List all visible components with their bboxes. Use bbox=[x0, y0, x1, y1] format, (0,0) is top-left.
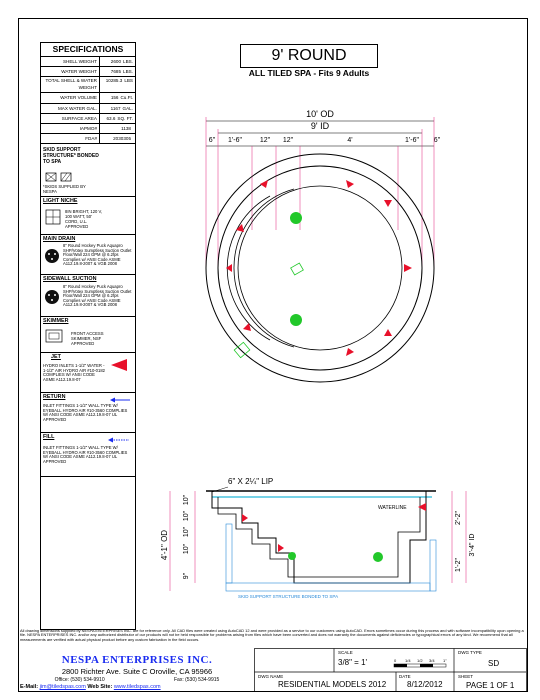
main-drain-title: MAIN DRAIN bbox=[43, 236, 76, 242]
skimmer-desc: FRONT ACCESS SKIMMER, NSF APPROVED bbox=[71, 331, 104, 346]
main-drain-desc: 8" Round Hockey Puck Aquapro SHP/Votex Sumptless Suction Outlet Floor/Wall 224 GPM @ 6.2fps Complies w/ ANSI Code ASME A112.19.8-2007 & VGB 2008 bbox=[63, 243, 132, 267]
web-label: Web Site: bbox=[87, 684, 113, 690]
jet bbox=[260, 180, 268, 188]
spec-label: SURFACE AREA bbox=[41, 114, 100, 123]
spec-number: 2030305 bbox=[113, 136, 131, 142]
spa-inner-wall bbox=[218, 166, 422, 370]
scale-tick-1: 1/4 bbox=[405, 658, 411, 663]
section-od-label: 4'-1" OD bbox=[160, 529, 169, 561]
dwg-type-value: SD bbox=[488, 659, 500, 668]
email-link[interactable]: jim@tiledspas.com bbox=[39, 684, 86, 690]
jet-title: JET bbox=[51, 354, 61, 360]
return-desc: INLET FITTINGS 1-1/2" WALL TYPE W/ EYEBALL HYDRO AIR #10-3560 COMPLIES W/ ANSI CODE ASME A112.19.8-07 UL APPROVED bbox=[43, 403, 128, 422]
sidewall-suction bbox=[290, 212, 302, 224]
dwg-name-label: DWG NAME bbox=[258, 674, 284, 679]
spec-number: 156 bbox=[110, 95, 119, 101]
spec-number: 10285.3 bbox=[105, 78, 123, 84]
spec-label: IAPMO# bbox=[41, 124, 100, 133]
light-desc: 8IN BRIGHT, 120 V, 100 WATT, 50' CORD, U.L. APPROVED bbox=[65, 209, 103, 229]
fill-title: FILL bbox=[43, 434, 55, 440]
scale-tick-2: 1/2 bbox=[417, 658, 423, 663]
jet bbox=[384, 200, 392, 207]
dwg-name-value: RESIDENTIAL MODELS 2012 bbox=[278, 680, 387, 689]
jet-desc: HYDRO INLETS 1-1/2" WATER - 1-1/2" AIR HYDRO AIR #10-0182 COMPLIES W/ ANSI CODE ASME A112.19.8-07 bbox=[43, 363, 106, 382]
drawing-subtitle: ALL TILED SPA - Fits 9 Adults bbox=[248, 68, 370, 78]
disclaimer: All drawing dimensions supplied by NESPA ENTERPRISES INC. are for reference only. All CAD files were created using AutoCAD 12 and were provided as a service to our customers using AutoCAD. Errors sometimes occur during this process and with software incompatibility upon opening a file. NESPA ENTERPRISES INC. and/or any authorized distributor of our products will not be held responsible for problems arising from files which have been converted and does not warranty the documents against deficiencies or typographical errors of any kind. We recommend that all measurements are verified with actual physical product before any custom fabrication in the field occurs. bbox=[20, 628, 524, 642]
skid-title: SKID SUPPORT STRUCTURE* BONDED TO SPA bbox=[43, 147, 99, 165]
sheet-label: SHEET bbox=[458, 674, 474, 679]
scale-tick-3: 3/4 bbox=[429, 658, 435, 663]
right-dim-3: 1'-2" bbox=[455, 558, 462, 572]
waterline-label: WATERLINE bbox=[378, 505, 407, 511]
jet bbox=[236, 224, 244, 232]
spec-number: 7685 bbox=[110, 69, 122, 75]
title-block bbox=[254, 648, 528, 692]
left-dim-3: 10" bbox=[183, 526, 190, 538]
spec-unit: Cu.Ft. bbox=[120, 95, 133, 101]
spec-number: 1167 bbox=[110, 105, 121, 111]
spa-outer-wall bbox=[206, 154, 434, 382]
right-dim-1: 2'-2" bbox=[455, 511, 462, 525]
skid-note-label: SKID SUPPORT STRUCTURE BONDED TO SPA bbox=[238, 594, 339, 599]
dim-7: 6" bbox=[433, 137, 441, 144]
id-label: 9' ID bbox=[310, 121, 330, 131]
company-address: 2800 Richter Ave. Suite C Oroville, CA 95966 bbox=[61, 667, 213, 676]
spa-bench-edge bbox=[238, 186, 402, 350]
skid-note: *SKIDS SUPPLIED BY NESPA bbox=[43, 184, 86, 194]
spec-label: TOTAL SHELL & WATER WEIGHT bbox=[41, 77, 100, 92]
sidewall-desc: 8" Round Hockey Puck Aquapro SHP/Votex Sumptless Suction Outlet Floor/Wall 224 GPM @ 6.2fps Complies w/ ANSI Code ASME A112.19.8-2007 & VGB 2008 bbox=[63, 284, 132, 308]
return-title: RETURN bbox=[43, 394, 66, 400]
fill-desc: INLET FITTINGS 1-1/2" WALL TYPE W/ EYEBALL HYDRO AIR #10-3560 COMPLIES W/ ANSI CODE ASME A112.19.8-07 UL APPROVED bbox=[43, 445, 128, 464]
sidewall-title: SIDEWALL SUCTION bbox=[43, 276, 97, 282]
date-value: 8/12/2012 bbox=[407, 680, 443, 689]
spec-unit: LBS. bbox=[123, 59, 133, 64]
company-office: Office: (530) 534-9910 bbox=[54, 677, 105, 683]
dim-6: 1'-6" bbox=[405, 137, 419, 144]
left-dim-2: 10" bbox=[183, 510, 190, 522]
sheet-value: PAGE 1 OF 1 bbox=[466, 681, 515, 690]
scale-tick-4: 1" bbox=[443, 658, 447, 663]
left-dim-1: 10" bbox=[183, 494, 190, 506]
dim-5: 4' bbox=[347, 137, 353, 144]
dim-2: 1'-6" bbox=[228, 137, 242, 144]
right-dim-2: 3'-4" ID bbox=[469, 533, 476, 557]
spec-label: FDA# bbox=[41, 134, 100, 143]
spec-label: WATER VOLUME bbox=[41, 93, 100, 102]
spec-label: SHELL WEIGHT bbox=[41, 57, 100, 66]
spec-unit: LBS. bbox=[123, 69, 133, 75]
spec-number: 63.6 bbox=[106, 115, 116, 121]
jets bbox=[226, 180, 412, 356]
dim-4: 12" bbox=[282, 137, 294, 144]
spec-unit: GAL. bbox=[122, 105, 133, 111]
spec-label: MAX WATER GAL. bbox=[41, 104, 100, 113]
section-jet bbox=[242, 514, 248, 522]
jet bbox=[346, 348, 354, 356]
company-name: NESPA ENTERPRISES INC. bbox=[61, 654, 213, 666]
main-drain bbox=[290, 314, 302, 326]
drawing-title: 9' ROUND bbox=[240, 44, 378, 68]
scale-value: 3/8" = 1' bbox=[338, 658, 368, 667]
specifications-heading: SPECIFICATIONS bbox=[41, 43, 135, 57]
company-info bbox=[20, 654, 254, 690]
web-link[interactable]: www.tiledspas.com bbox=[113, 684, 161, 690]
lip-label: 6" X 2¼" LIP bbox=[228, 477, 274, 486]
spec-label: WATER WEIGHT bbox=[41, 67, 100, 76]
dim-1: 6" bbox=[208, 137, 216, 144]
section-jet bbox=[418, 503, 426, 511]
spec-number: 2600 bbox=[110, 59, 122, 64]
spec-number: 1138 bbox=[121, 125, 131, 131]
left-dim-4: 10" bbox=[183, 543, 190, 555]
jet bbox=[346, 180, 354, 188]
jet bbox=[384, 329, 392, 336]
section-jet bbox=[278, 544, 284, 552]
dim-3: 12" bbox=[259, 137, 271, 144]
od-label: 10' OD bbox=[306, 109, 334, 119]
step-arc-2 bbox=[234, 189, 294, 347]
date-label: DATE bbox=[399, 674, 411, 679]
spec-unit: SQ. FT. bbox=[117, 115, 133, 121]
jet bbox=[404, 264, 412, 272]
dwg-type-label: DWG TYPE bbox=[458, 650, 482, 655]
left-dim-5: 9" bbox=[183, 572, 190, 580]
spec-unit: LBS bbox=[124, 78, 133, 84]
scale-tick-0: 0 bbox=[394, 658, 397, 663]
light-niche bbox=[291, 263, 304, 275]
scale-label: SCALE bbox=[338, 650, 353, 655]
skimmer-title: SKIMMER bbox=[43, 318, 69, 324]
email-label: E-Mail: bbox=[20, 684, 39, 690]
section-sidewall-suction bbox=[288, 552, 296, 560]
light-title: LIGHT NICHE bbox=[43, 198, 78, 204]
company-fax: Fax: (530) 534-9915 bbox=[173, 677, 220, 683]
section-main-drain bbox=[373, 552, 383, 562]
